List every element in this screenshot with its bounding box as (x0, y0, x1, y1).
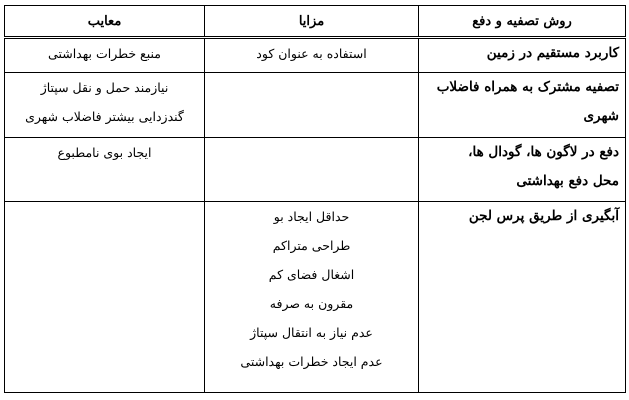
disadvantages-cell (5, 202, 205, 393)
advantage-line: حداقل ایجاد بو (273, 209, 350, 224)
header-row (5, 6, 626, 38)
advantages-cell (205, 38, 419, 73)
disadvantage-line: ایجاد بوی نامطبوع (57, 145, 152, 160)
advantage-line: عدم ایجاد خطرات بهداشتی (240, 354, 383, 369)
advantage-line: طراحی متراکم (272, 238, 351, 253)
method-cell (419, 38, 626, 73)
header-advantages: مزایا (205, 6, 419, 38)
advantages-cell (205, 202, 419, 393)
method-line: دفع در لاگون ها، گودال ها، (468, 144, 619, 160)
header-method: روش تصفیه و دفع (419, 6, 626, 38)
advantages-cell (205, 73, 419, 138)
advantages-cell (205, 138, 419, 202)
header-disadvantages: معایب (5, 6, 205, 38)
method-line: شهری (583, 108, 619, 124)
table-row (5, 202, 626, 393)
table-row (5, 138, 626, 202)
table-row (5, 73, 626, 138)
disadvantages-cell (5, 73, 205, 138)
advantage-line: عدم نیاز به انتقال سپتاژ (250, 325, 373, 340)
method-cell (419, 202, 626, 393)
table-row (5, 38, 626, 73)
advantage-line: مقرون به صرفه (269, 296, 354, 311)
disadvantages-cell (5, 138, 205, 202)
disadvantage-line: منبع خطرات بهداشتی (48, 46, 161, 61)
method-cell (419, 73, 626, 138)
sludge-disposal-comparison-table (4, 5, 626, 393)
disadvantages-cell (5, 38, 205, 73)
disadvantage-line: نیازمند حمل و نقل سپتاژ (40, 80, 169, 95)
method-line: آبگیری از طریق پرس لجن (468, 208, 619, 224)
method-cell (419, 138, 626, 202)
disadvantage-line: گندزدایی بیشتر فاضلاب شهری (25, 109, 184, 124)
method-line: تصفیه مشترک به همراه فاضلاب (436, 79, 619, 95)
advantage-line: اشغال فضای کم (268, 267, 355, 282)
method-line: کاربرد مستقیم در زمین (486, 45, 619, 61)
method-line: محل دفع بهداشتی (516, 173, 619, 189)
advantage-line: استفاده به عنوان کود (256, 46, 367, 61)
